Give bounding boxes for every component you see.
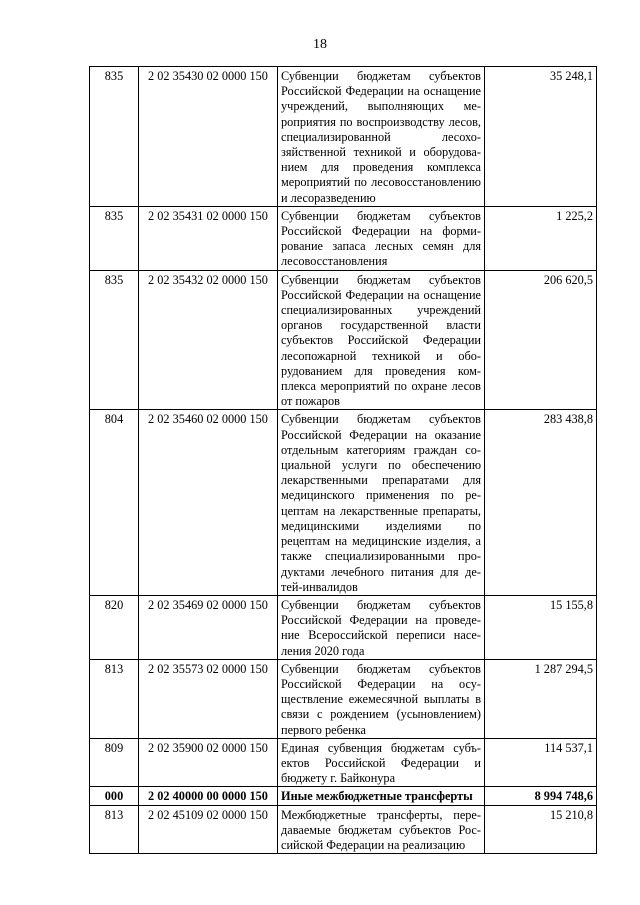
table-row — [90, 787, 597, 805]
revenue-name-cell: Субвенции бюджетам субъектов Российской Федерации на оснащение специализированных учреждений органов государственной власти субъектов Российской Федерации лесопожарной техникой и оборудованием для проведения комплекса мероприятий по охране лесов от пожаров — [278, 270, 485, 410]
revenue-name-cell: Субвенции бюджетам субъектов Российской Федерации на осуществление ежемесячной выплаты в связи с рождением (усыновлением) первого ребенка — [278, 659, 485, 738]
budget-code-cell: 2 02 35432 02 0000 150 — [139, 270, 278, 410]
budget-code-cell: 2 02 35469 02 0000 150 — [139, 595, 278, 659]
revenue-name-cell: Единая субвенция бюджетам субъектов Российской Федерации и бюджету г. Байконура — [278, 738, 485, 787]
revenue-name-cell: Субвенции бюджетам субъектов Российской Федерации на проведение Всероссийской переписи населения 2020 года — [278, 595, 485, 659]
table-row — [90, 595, 597, 659]
admin-code-cell: 835 — [90, 206, 139, 270]
amount-cell: 206 620,5 — [485, 270, 597, 410]
admin-code-cell: 813 — [90, 805, 139, 854]
amount-cell: 1 287 294,5 — [485, 659, 597, 738]
budget-code-cell: 2 02 35460 02 0000 150 — [139, 410, 278, 595]
admin-code-cell: 000 — [90, 787, 139, 805]
amount-cell: 15 155,8 — [485, 595, 597, 659]
budget-code-cell: 2 02 35430 02 0000 150 — [139, 67, 278, 207]
budget-code-cell: 2 02 45109 02 0000 150 — [139, 805, 278, 854]
admin-code-cell: 835 — [90, 270, 139, 410]
admin-code-cell: 835 — [90, 67, 139, 207]
revenue-name-cell: Субвенции бюджетам субъектов Российской Федерации на оснащение учреждений, выполняющих мероприятия по воспроизводству лесов, специализированной лесохозяйственной техникой и оборудованием для проведения комплекса мероприятий по лесовосстановлению и лесоразведению — [278, 67, 485, 207]
budget-table — [89, 66, 597, 854]
amount-cell: 35 248,1 — [485, 67, 597, 207]
table-row — [90, 659, 597, 738]
table-row — [90, 206, 597, 270]
table-row — [90, 738, 597, 787]
budget-code-cell: 2 02 40000 00 0000 150 — [139, 787, 278, 805]
admin-code-cell: 813 — [90, 659, 139, 738]
page-number: 18 — [313, 37, 327, 52]
table-row — [90, 410, 597, 595]
amount-cell: 15 210,8 — [485, 805, 597, 854]
amount-cell: 8 994 748,6 — [485, 787, 597, 805]
revenue-name-cell: Иные межбюджетные трансферты — [278, 787, 485, 805]
amount-cell: 283 438,8 — [485, 410, 597, 595]
amount-cell: 1 225,2 — [485, 206, 597, 270]
revenue-name-cell: Субвенции бюджетам субъектов Российской Федерации на формирование запаса лесных семян для лесовосстановления — [278, 206, 485, 270]
table-row — [90, 67, 597, 207]
revenue-name-cell: Межбюджетные трансферты, передаваемые бюджетам субъектов Российской Федерации на реализацию — [278, 805, 485, 854]
budget-code-cell: 2 02 35431 02 0000 150 — [139, 206, 278, 270]
admin-code-cell: 809 — [90, 738, 139, 787]
budget-code-cell: 2 02 35573 02 0000 150 — [139, 659, 278, 738]
admin-code-cell: 820 — [90, 595, 139, 659]
admin-code-cell: 804 — [90, 410, 139, 595]
revenue-name-cell: Субвенции бюджетам субъектов Российской Федерации на оказание отдельным категориям граждан социальной услуги по обеспечению лекарственными препаратами для медицинского применения по рецептам на лекарственные препараты, медицинскими изделиями по рецептам на медицинские изделия, а также специализированными продуктами лечебного питания для детей-инвалидов — [278, 410, 485, 595]
table-row — [90, 805, 597, 854]
table-row — [90, 270, 597, 410]
amount-cell: 114 537,1 — [485, 738, 597, 787]
budget-code-cell: 2 02 35900 02 0000 150 — [139, 738, 278, 787]
budget-table-body — [90, 67, 597, 854]
